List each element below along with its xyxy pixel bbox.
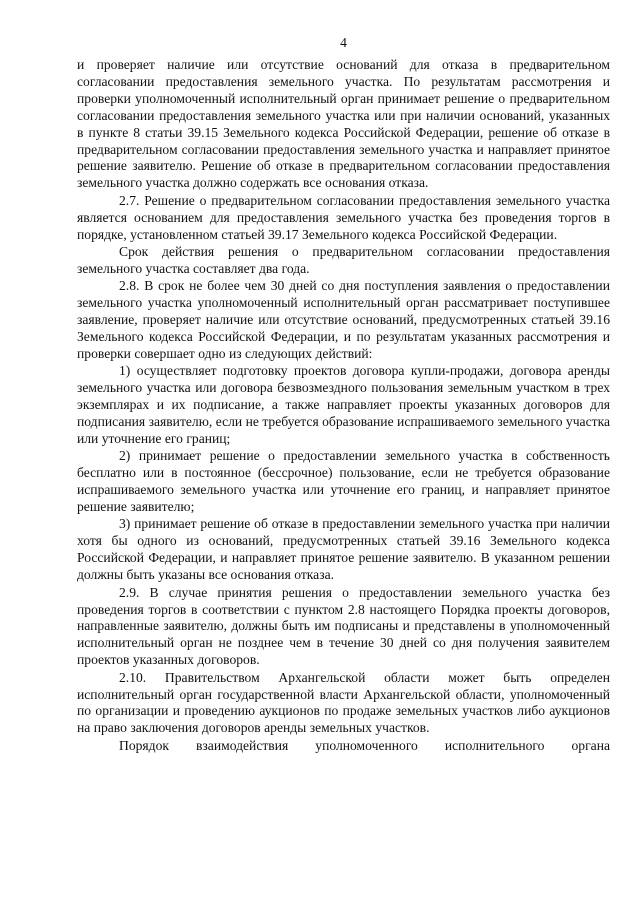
paragraph-2-8: 2.8. В срок не более чем 30 дней со дня поступления заявления о предоставлении земельного участка уполномоченный исполнительный орган рассматривает поступившее заявление, проверяет наличие или отсутствие оснований, предусмотренных статьей 39.16 Земельного кодекса Российской Федерации, и по результатам указанных рассмотрения и проверки совершает одно из следующих действий: [77,278,610,361]
paragraph-2-9: 2.9. В случае принятия решения о предоставлении земельного участка без проведения торгов в соответствии с пунктом 2.8 настоящего Порядка проекты договоров, направленные заявителю, должны быть им подписаны и представлены в уполномоченный исполнительный орган не позднее чем в течение 30 дней со дня получения заявителем проектов указанных договоров. [77,584,610,668]
paragraph-interaction-order: Порядок взаимодействия уполномоченного исполнительного органа [119,737,610,753]
paragraph-2-10: 2.10. Правительством Архангельской области может быть определен исполнительный орган государственной власти Архангельской области, уполномоченный по организации и проведению аукционов по продаже земельных участков либо аукционов на право заключения договоров аренды земельных участков. [77,669,610,736]
list-item-2: 2) принимает решение о предоставлении земельного участка в собственность бесплатно или в постоянное (бессрочное) пользование, если не требуется образование испрашиваемого земельного участка или уточнение его границ, и направляет принятое решение заявителю; [77,448,610,515]
paragraph-validity-term: Срок действия решения о предварительном согласовании предоставления земельного участка составляет два года. [77,243,610,276]
list-item-1: 1) осуществляет подготовку проектов договора купли-продажи, договора аренды земельного участка или договора безвозмездного пользования земельным участком в трех экземплярах и их подписание, а также направляет проекты указанных договоров для подписания заявителю, если не требуется образование испрашиваемого земельного участка или уточнение его границ; [77,363,610,446]
document-page [77,34,610,755]
paragraph-continuation: и проверяет наличие или отсутствие оснований для отказа в предварительном согласовании предоставления земельного участка. По результатам рассмотрения и проверки уполномоченный исполнительный орган принимает решение о предварительном согласовании предоставления земельного участка или при наличии оснований, указанных в пункте 8 статьи 39.15 Земельного кодекса Российской Федерации, решение об отказе в предварительном согласовании предоставления земельного участка и направляет принятое решение заявителю. Решение об отказе в предварительном согласовании предоставления земельного участка должно содержать все основания отказа. [77,57,610,191]
page-number: 4 [340,35,347,50]
paragraph-2-7: 2.7. Решение о предварительном согласовании предоставления земельного участка является основанием для предоставления земельного участка без проведения торгов в порядке, установленном статьей 39.17 Земельного кодекса Российской Федерации. [77,192,610,242]
list-item-3: 3) принимает решение об отказе в предоставлении земельного участка при наличии хотя бы одного из оснований, предусмотренных статьей 39.16 Земельного кодекса Российской Федерации, и направляет принятое решение заявителю. В указанном решении должны быть указаны все основания отказа. [77,516,610,583]
